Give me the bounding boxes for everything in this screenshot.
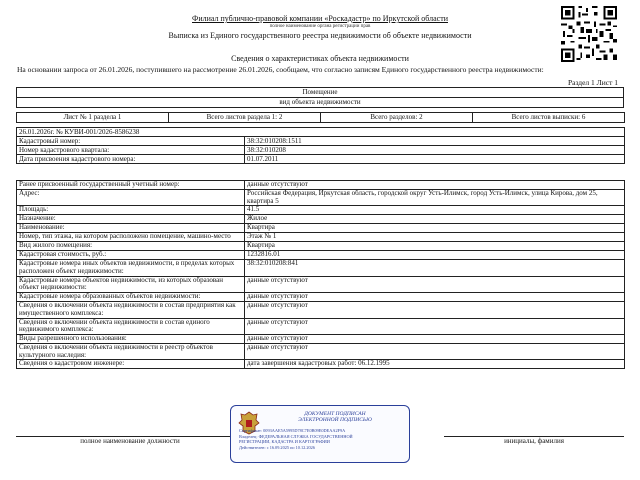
row-label: Сведения о включении объекта недвижимости в состав предприятия как имущественного комплекса: (17, 302, 245, 318)
table-row (17, 224, 625, 233)
characteristics-table (16, 180, 625, 369)
row-value: данные отсутствуют (245, 181, 625, 190)
object-kind-caption: вид объекта недвижимости (17, 98, 624, 108)
position-caption: полное наименование должности (16, 437, 244, 447)
row-value: дата завершения кадастровых работ: 06.12.1995 (245, 360, 625, 369)
name-caption: инициалы, фамилия (444, 437, 624, 447)
electronic-signature-stamp (230, 405, 410, 463)
organization-name: Филиал публично-правовой компании «Роскадастр» по Иркутской области (192, 14, 448, 23)
object-kind: Помещение (17, 88, 624, 98)
row-label: Номер, тип этажа, на котором расположено помещение, машино-место (17, 233, 245, 242)
row-label: Виды разрешенного использования: (17, 334, 245, 343)
row-label: Площадь: (17, 206, 245, 215)
identifiers-table (16, 127, 625, 164)
row-label: Сведения о включении объекта недвижимости в реестр объектов культурного наследия: (17, 343, 245, 359)
table-row (17, 251, 625, 260)
row-value: 41.5 (245, 206, 625, 215)
row-label: Кадастровые номера объектов недвижимости, из которых образован объект недвижимости: (17, 276, 245, 292)
section-title: Сведения о характеристиках объекта недвижимости (231, 54, 409, 63)
row-value: 38:32:010208:841 (245, 260, 625, 276)
extract-date-number: 26.01.2026г. № КУВИ-001/2026-8586238 (17, 128, 625, 137)
table-row (17, 137, 625, 146)
row-value: Российская Федерация, Иркутская область, городской округ Усть-Илимск, город Усть-Илимск, улица Кирова, дом 25, квартира 5 (245, 190, 625, 206)
table-row (17, 276, 625, 292)
table-row (17, 334, 625, 343)
sheet-label: Раздел 1 Лист 1 (567, 78, 618, 87)
row-label: Номер кадастрового квартала: (17, 146, 245, 155)
sheets-in-section: Всего листов раздела 1: 2 (169, 113, 321, 123)
row-value: Этаж № 1 (245, 233, 625, 242)
row-value: данные отсутствуют (245, 318, 625, 334)
sheet-number: Лист № 1 раздела 1 (17, 113, 169, 123)
table-row (17, 181, 625, 190)
table-row (17, 190, 625, 206)
row-label: Кадастровая стоимость, руб.: (17, 251, 245, 260)
row-value: 38:32:010208:1511 (245, 137, 625, 146)
row-value: данные отсутствуют (245, 293, 625, 302)
row-label: Кадастровые номера иных объектов недвижимости, в пределах которых расположен объект недвижимости: (17, 260, 245, 276)
stamp-details: Сертификат: 0093AAE5A5995D78C7E0B09E0DEAA2F9A Владелец: ФЕДЕРАЛЬНАЯ СЛУЖБА ГОСУДАРСТВЕННОЙ РЕГИСТРАЦИИ, КАДАСТРА И КАРТОГРАФИИ Действителен: с 16.09.2025 по 10.12.2026 (239, 428, 353, 450)
row-label: Кадастровый номер: (17, 137, 245, 146)
row-value: 01.07.2011 (245, 155, 625, 164)
sections-total: Всего разделов: 2 (321, 113, 473, 123)
row-value: Квартира (245, 242, 625, 251)
object-type-table (16, 87, 624, 108)
row-label: Наименование: (17, 224, 245, 233)
row-label: Вид жилого помещения: (17, 242, 245, 251)
row-label: Назначение: (17, 215, 245, 224)
row-label: Адрес: (17, 190, 245, 206)
table-row (17, 155, 625, 164)
row-value: 1232816.01 (245, 251, 625, 260)
sheets-total: Всего листов выписки: 6 (473, 113, 625, 123)
row-value: Квартира (245, 224, 625, 233)
row-label: Ранее присвоенный государственный учетный номер: (17, 181, 245, 190)
table-row (17, 233, 625, 242)
qr-code-icon (561, 6, 617, 62)
row-value: данные отсутствуют (245, 334, 625, 343)
row-value: данные отсутствуют (245, 276, 625, 292)
table-row (17, 242, 625, 251)
document-title: Выписка из Единого государственного реестра недвижимости об объекте недвижимости (168, 31, 472, 40)
intro-text: На основании запроса от 26.01.2026, поступившего на рассмотрение 26.01.2026, сообщаем, что согласно записям Единого государственного реестра недвижимости: (17, 66, 544, 74)
table-row (17, 215, 625, 224)
row-label: Сведения о включении объекта недвижимости в состав единого недвижимого комплекса: (17, 318, 245, 334)
table-row (17, 293, 625, 302)
row-value: 38:32:010208 (245, 146, 625, 155)
table-row (17, 318, 625, 334)
table-row (17, 302, 625, 318)
row-label: Кадастровые номера образованных объектов недвижимости: (17, 293, 245, 302)
row-value: данные отсутствуют (245, 302, 625, 318)
stamp-title: ДОКУМЕНТ ПОДПИСАН ЭЛЕКТРОННОЙ ПОДПИСЬЮ (298, 411, 372, 424)
row-value: Жилое (245, 215, 625, 224)
table-row (17, 206, 625, 215)
organization-caption: полное наименование органа регистрации прав (269, 24, 371, 29)
table-row (17, 360, 625, 369)
sheets-info-table (16, 112, 625, 123)
row-value: данные отсутствуют (245, 343, 625, 359)
table-row (17, 260, 625, 276)
row-label: Дата присвоения кадастрового номера: (17, 155, 245, 164)
row-label: Сведения о кадастровом инженере: (17, 360, 245, 369)
table-row (17, 146, 625, 155)
table-row (17, 343, 625, 359)
